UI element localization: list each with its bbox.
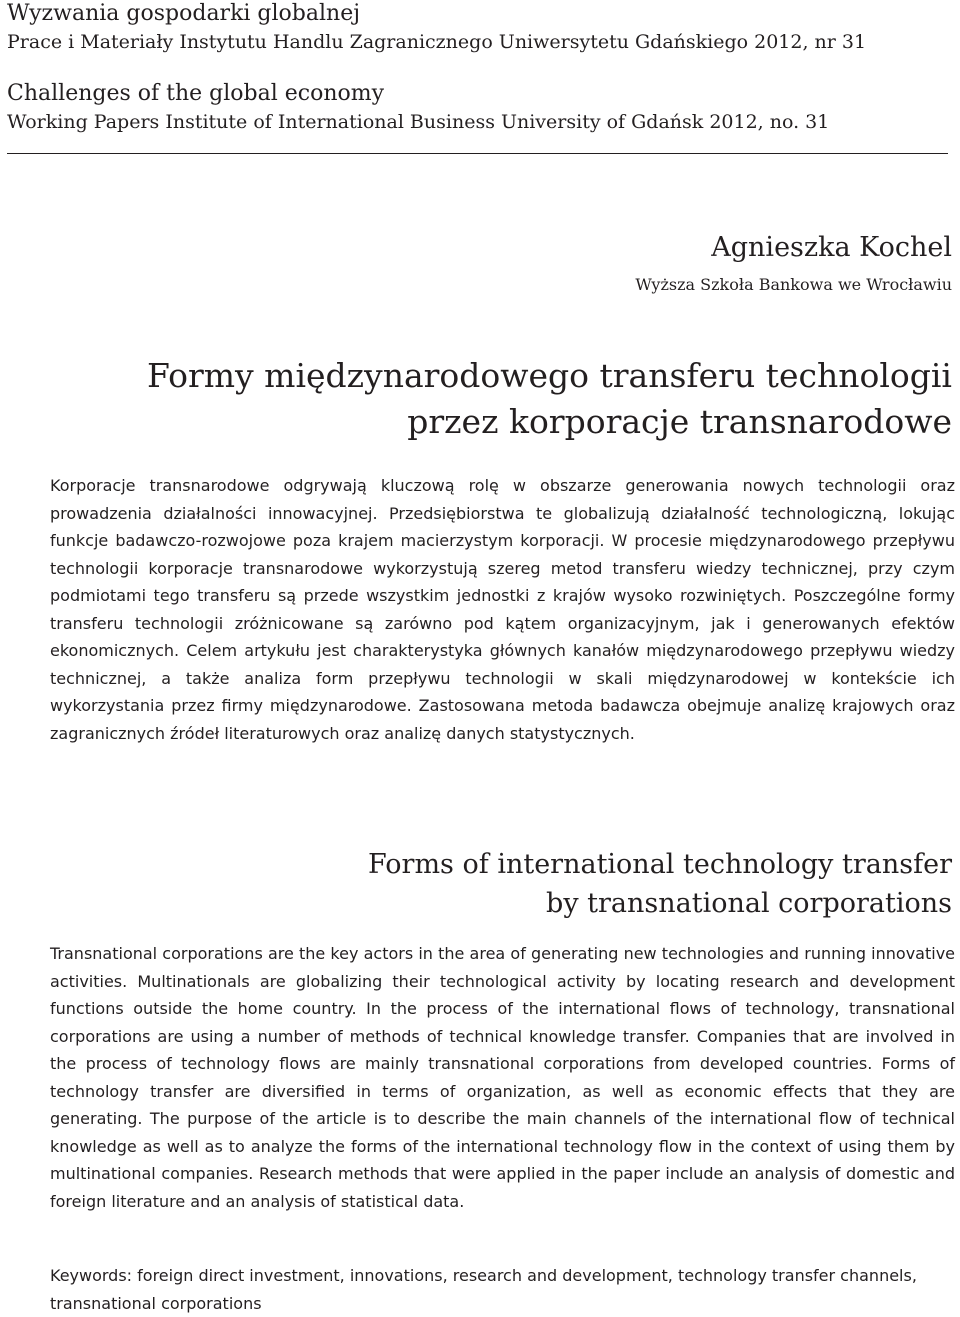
english-publication-line: Working Papers Institute of International Business University of Gdańsk 2012, no. 31 (7, 111, 830, 133)
author-affiliation: Wyższa Szkoła Bankowa we Wrocławiu (635, 275, 952, 294)
journal-header (7, 0, 947, 136)
header-divider (7, 153, 948, 154)
english-series-title: Challenges of the global economy (7, 81, 385, 106)
polish-title-line-1: Formy międzynarodowego transferu technologii (147, 356, 952, 395)
english-article-title (368, 845, 952, 923)
polish-abstract: Korporacje transnarodowe odgrywają kluczową rolę w obszarze generowania nowych technologii oraz prowadzenia działalności innowacyjnej. Przedsiębiorstwa te globalizują działalność technologiczną, lokując funkcje badawczo-rozwojowe poza krajem macierzystym korporacji. W procesie międzynarodowego przepływu technologii korporacje transnarodowe wykorzystują szereg metod transferu wiedzy technicznej, przy czym podmiotami tego transferu są przede wszystkim jednostki z krajów wysoko rozwiniętych. Poszczególne formy transferu technologii zróżnicowane są zarówno pod kątem organizacyjnym, jak i generowanych efektów ekonomicznych. Celem artykułu jest charakterystyka głównych kanałów międzynarodowego przepływu wiedzy technicznej, a także analiza form przepływu technologii w skali międzynarodowej w kontekście ich wykorzystania przez firmy międzynarodowe. Zastosowana metoda badawcza obejmuje analizę krajowych oraz zagranicznych źródeł literaturowych oraz analizę danych statystycznych. (50, 476, 955, 743)
polish-title-line-2: przez korporacje transnarodowe (407, 402, 952, 441)
author-name: Agnieszka Kochel (711, 232, 952, 263)
polish-article-title (147, 353, 952, 445)
english-title-line-2: by transnational corporations (546, 888, 952, 919)
keywords: Keywords: foreign direct investment, innovations, research and development, technology transfer channels, transnational corporations (50, 1266, 917, 1313)
english-title-line-1: Forms of international technology transfer (368, 849, 952, 880)
english-abstract: Transnational corporations are the key actors in the area of generating new technologies and running innovative activities. Multinationals are globalizing their technological activity by locating research and development functions outside the home country. In the process of the international flows of technology, transnational corporations are using a number of methods of technical knowledge transfer. Companies that are involved in the process of technology flows are mainly transnational corporations from developed countries. Forms of technology transfer are diversified in terms of organization, as well as economic effects that they are generating. The purpose of the article is to describe the main channels of the international flow of technical knowledge as well as to analyze the forms of the international technology flow in the context of using them by multinational companies. Research methods that were applied in the paper include an analysis of domestic and foreign literature and an analysis of statistical data. (50, 944, 955, 1211)
polish-publication-line: Prace i Materiały Instytutu Handlu Zagranicznego Uniwersytetu Gdańskiego 2012, nr 31 (7, 31, 867, 53)
polish-series-title: Wyzwania gospodarki globalnej (7, 1, 361, 26)
